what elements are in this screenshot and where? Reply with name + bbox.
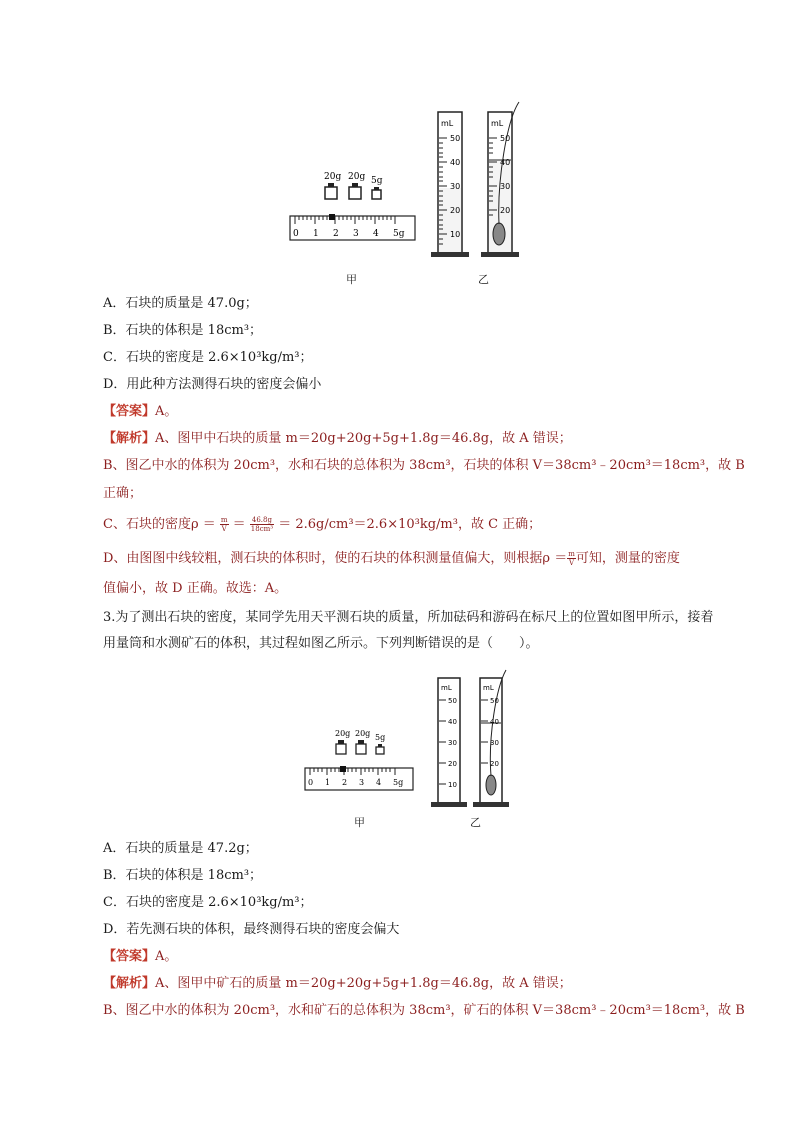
figure-2 bbox=[300, 668, 520, 818]
svg-text:5g: 5g bbox=[393, 778, 404, 787]
weight-5g bbox=[372, 187, 381, 199]
svg-text:50: 50 bbox=[490, 697, 499, 705]
svg-text:10: 10 bbox=[450, 230, 461, 239]
svg-text:20: 20 bbox=[500, 206, 511, 215]
answer-label: 【答案】 bbox=[103, 404, 156, 419]
weight-label-1: 20g bbox=[324, 172, 342, 182]
svg-text:0: 0 bbox=[308, 778, 314, 787]
figure-1-caption-left: 甲 bbox=[346, 273, 357, 286]
weight2-20g-1 bbox=[336, 740, 346, 754]
svg-text:40: 40 bbox=[490, 718, 499, 726]
svg-text:50: 50 bbox=[450, 134, 461, 143]
q3-stem: 3.为了测出石块的密度，某同学先用天平测石块的质量，所加砝码和游码在标尺上的位置如图甲所示，接着用量筒和水测矿石的体积，其过程如图乙所示。下列判断错误的是（ ）。 bbox=[103, 610, 714, 651]
balance-ruler bbox=[290, 214, 415, 240]
weight2-20g-2 bbox=[356, 740, 366, 754]
svg-text:50: 50 bbox=[500, 134, 511, 143]
weight-20g-1 bbox=[325, 183, 337, 199]
q2-option-c: C．石块的密度是 2.6×10³kg/m³； bbox=[103, 350, 313, 365]
fraction-46-8-over-18: $\frac{46.8g}{\text{18cm³}}$ bbox=[250, 516, 274, 533]
svg-text:40: 40 bbox=[448, 718, 457, 726]
figure-2-caption-left: 甲 bbox=[354, 816, 365, 829]
figure-1 bbox=[285, 100, 535, 290]
svg-text:30: 30 bbox=[450, 182, 461, 191]
analysis-label: 【解析】 bbox=[103, 431, 156, 446]
balance-ruler-2 bbox=[305, 766, 413, 790]
svg-text:30: 30 bbox=[448, 739, 457, 747]
svg-text:20: 20 bbox=[490, 760, 499, 768]
q3-analysis-b1: B、图乙中水的体积为 20cm³，水和矿石的总体积为 38cm³，矿石的体积 V＝38cm³﹣20cm³＝18cm³，故 B bbox=[103, 1003, 745, 1018]
graduated-cylinder-2 bbox=[481, 102, 519, 257]
svg-text:mL: mL bbox=[441, 119, 454, 128]
q2-analysis-d1: D、由图图中线较粗，测石块的体积时，使的石块的体积测量值偏大，则根据ρ ＝ $\frac{m}{V}$ 可知，测量的密度 bbox=[103, 550, 680, 567]
weight2-5g bbox=[376, 744, 384, 754]
q3-answer: 【答案】A。 bbox=[103, 949, 178, 964]
q2-analysis-c: C、石块的密度ρ ＝ $\frac{m}{V}$ ＝ $\frac{46.8g}{\text{18cm³}}$ ＝ 2.6g/cm³＝2.6×10³kg/m³，故 C 正确； bbox=[103, 516, 542, 533]
svg-text:mL: mL bbox=[491, 119, 504, 128]
graduated-cylinder-1 bbox=[431, 112, 469, 257]
figure-1-caption-right: 乙 bbox=[478, 273, 489, 286]
stone-in-water bbox=[493, 223, 505, 245]
balance-and-cylinders-figure bbox=[285, 100, 535, 290]
svg-text:4: 4 bbox=[373, 229, 379, 239]
q3-analysis-a: 【解析】A、图甲中矿石的质量 m＝20g+20g+5g+1.8g＝46.8g，故 A 错误； bbox=[103, 976, 572, 991]
svg-text:2: 2 bbox=[342, 778, 348, 787]
q2-answer bbox=[103, 403, 177, 421]
svg-text:20: 20 bbox=[450, 206, 461, 215]
weight-label-2: 20g bbox=[348, 172, 366, 182]
svg-text:40: 40 bbox=[450, 158, 461, 167]
q2-analysis-a: 【解析】A、图甲中石块的质量 m＝20g+20g+5g+1.8g＝46.8g，故 A 错误； bbox=[103, 431, 572, 446]
q2-analysis-d2: 值偏小，故 D 正确。故选：A。 bbox=[103, 581, 288, 596]
q3-option-b: B．石块的体积是 18cm³； bbox=[103, 868, 263, 883]
rider-marker bbox=[329, 214, 335, 220]
q2-option-a: A．石块的质量是 47.0g； bbox=[103, 296, 258, 311]
svg-text:4: 4 bbox=[376, 778, 382, 787]
svg-text:30: 30 bbox=[500, 182, 511, 191]
q2-analysis-b2: 正确； bbox=[103, 486, 143, 501]
weight-20g-2 bbox=[349, 183, 361, 199]
q3-option-a: A．石块的质量是 47.2g； bbox=[103, 841, 258, 856]
balance-and-cylinders-figure-2 bbox=[300, 668, 520, 818]
answer-value: A。 bbox=[155, 404, 178, 419]
q2-option-d: D．用此种方法测得石块的密度会偏小 bbox=[103, 377, 322, 392]
graduated-cylinder-3 bbox=[431, 678, 467, 807]
svg-text:20g: 20g bbox=[355, 729, 371, 738]
svg-text:40: 40 bbox=[500, 158, 511, 167]
svg-text:mL: mL bbox=[483, 684, 494, 692]
svg-text:3: 3 bbox=[359, 778, 365, 787]
svg-text:0: 0 bbox=[293, 229, 299, 239]
svg-text:20g: 20g bbox=[335, 729, 351, 738]
svg-text:5g: 5g bbox=[375, 733, 386, 742]
svg-text:20: 20 bbox=[448, 760, 457, 768]
q2-option-b: B．石块的体积是 18cm³； bbox=[103, 323, 263, 338]
q3-option-d: D．若先测石块的体积，最终测得石块的密度会偏大 bbox=[103, 922, 400, 937]
fraction-m-over-v-2: $\frac{m}{V}$ bbox=[568, 550, 575, 567]
svg-text:1: 1 bbox=[313, 229, 319, 239]
graduated-cylinder-4 bbox=[473, 670, 509, 807]
svg-text:3: 3 bbox=[353, 229, 359, 239]
figure-2-caption-right: 乙 bbox=[470, 816, 481, 829]
svg-text:mL: mL bbox=[441, 684, 452, 692]
q3-option-c: C．石块的密度是 2.6×10³kg/m³； bbox=[103, 895, 313, 910]
q2-analysis-b1: B、图乙中水的体积为 20cm³，水和石块的总体积为 38cm³，石块的体积 V＝38cm³﹣20cm³＝18cm³，故 B bbox=[103, 458, 745, 473]
svg-text:30: 30 bbox=[490, 739, 499, 747]
weight-label-3: 5g bbox=[371, 176, 383, 186]
fraction-m-over-v: $\frac{m}{V}$ bbox=[220, 516, 228, 533]
svg-text:2: 2 bbox=[333, 229, 339, 239]
svg-text:50: 50 bbox=[448, 697, 457, 705]
svg-text:10: 10 bbox=[448, 781, 457, 789]
svg-text:5g: 5g bbox=[393, 229, 405, 239]
svg-text:1: 1 bbox=[325, 778, 331, 787]
